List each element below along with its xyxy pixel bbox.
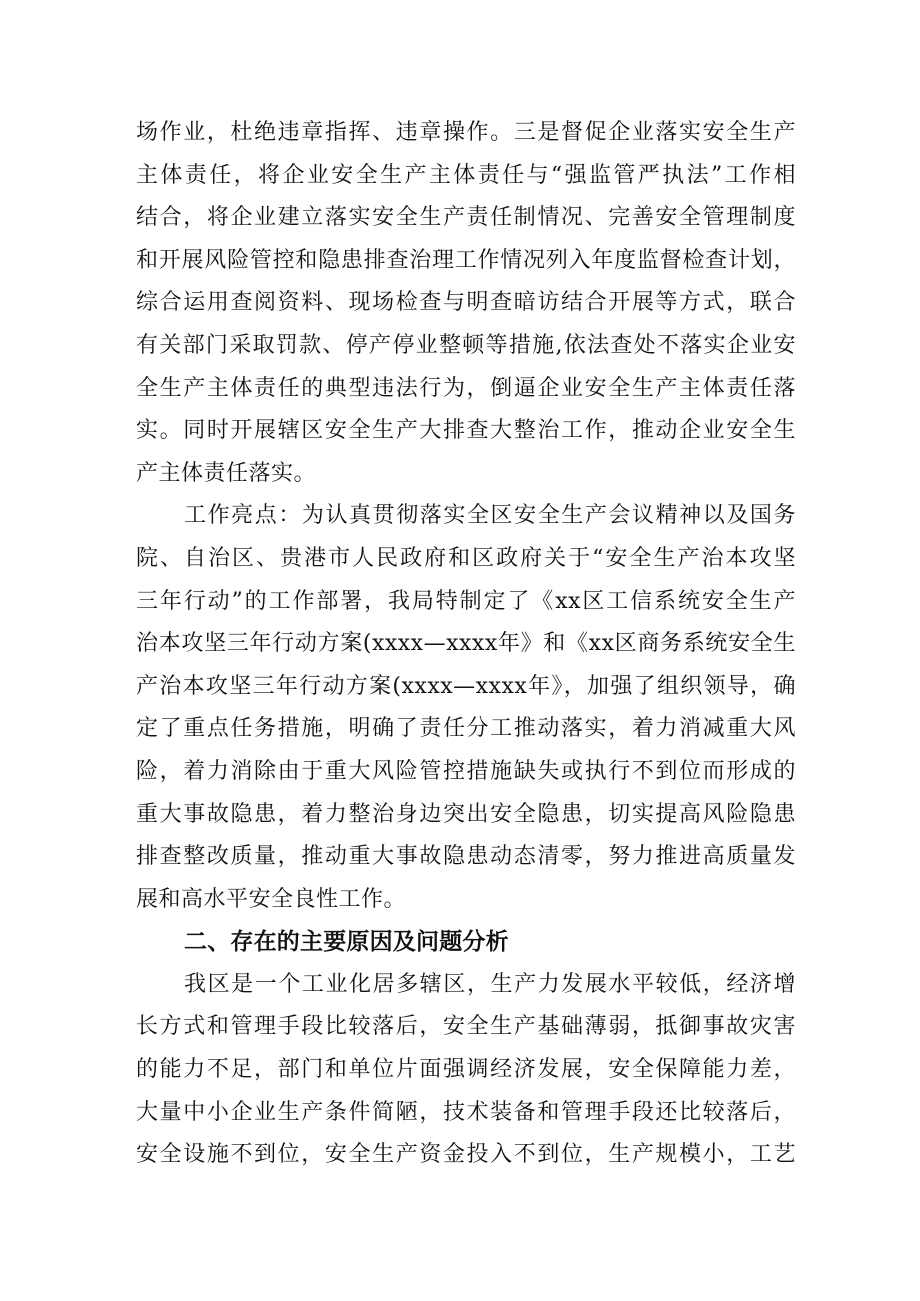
text-line: 我区是一个工业化居多辖区，生产力发展水平较低，经济增 [184, 971, 796, 997]
text-line: 有关部门采取罚款、停产停业整顿等措施,依法查处不落实企业安 [136, 332, 796, 358]
text-line: 排查整改质量，推动重大事故隐患动态清零，努力推进高质量发 [136, 844, 796, 870]
text-line: 和开展风险管控和隐患排查治理工作情况列入年度监督检查计划， [136, 247, 796, 273]
text-line: 定了重点任务措施，明确了责任分工推动落实，着力消减重大风 [136, 716, 796, 742]
text-line: 长方式和管理手段比较落后，安全生产基础薄弱，抵御事故灾害 [136, 1014, 796, 1040]
text-line: 综合运用查阅资料、现场检查与明查暗访结合开展等方式，联合 [136, 290, 796, 316]
text-line: 大量中小企业生产条件简陋，技术装备和管理手段还比较落后， [136, 1099, 796, 1125]
text-line: 全生产主体责任的典型违法行为，倒逼企业安全生产主体责任落 [136, 375, 796, 401]
text-line: 主体责任，将企业安全生产主体责任与“强监管严执法”工作相 [136, 162, 796, 188]
text-line: 产主体责任落实。 [136, 460, 317, 486]
text-line: 治本攻坚三年行动方案(xxxx—xxxx年》和《xx区商务系统安全生 [136, 631, 796, 657]
text-line: 实。同时开展辖区安全生产大排查大整治工作，推动企业安全生 [136, 418, 796, 444]
text-line: 三年行动”的工作部署，我局特制定了《xx区工信系统安全生产 [136, 588, 796, 614]
document-body [136, 112, 796, 1177]
text-line: 结合，将企业建立落实安全生产责任制情况、完善安全管理制度 [136, 205, 796, 231]
text-line: 险，着力消除由于重大风险管控措施缺失或执行不到位而形成的 [136, 758, 796, 784]
text-line: 展和高水平安全良性工作。 [136, 886, 407, 912]
paragraph-problem-analysis [136, 964, 796, 1177]
text-line: 工作亮点：为认真贯彻落实全区安全生产会议精神以及国务 [184, 503, 796, 529]
text-line: 的能力不足，部门和单位片面强调经济发展，安全保障能力差， [136, 1057, 796, 1083]
text-line: 安全设施不到位，安全生产资金投入不到位，生产规模小，工艺 [136, 1142, 796, 1168]
section-heading: 二、存在的主要原因及问题分析 [184, 929, 509, 956]
text-line: 院、自治区、贵港市人民政府和区政府关于“安全生产治本攻坚 [136, 545, 796, 571]
text-line: 产治本攻坚三年行动方案(xxxx—xxxx年》，加强了组织领导，确 [136, 673, 796, 699]
text-line: 重大事故隐患，着力整治身边突出安全隐患，切实提高风险隐患 [136, 801, 796, 827]
paragraph-work-highlights [136, 495, 796, 921]
text-line: 场作业，杜绝违章指挥、违章操作。三是督促企业落实安全生产 [136, 120, 796, 145]
paragraph-continuation [136, 112, 796, 495]
